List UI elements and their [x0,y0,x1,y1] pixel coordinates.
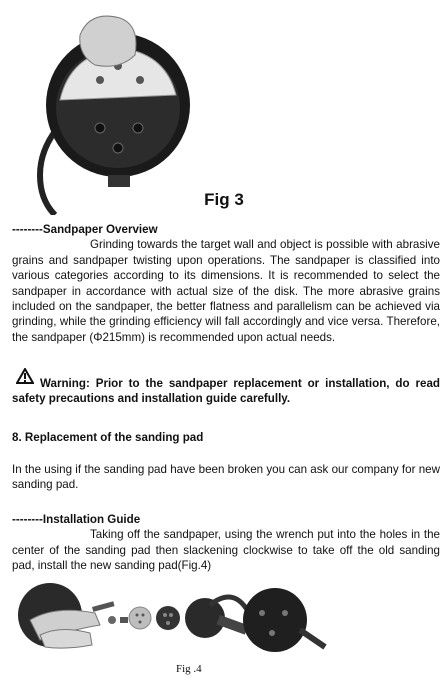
sandpaper-overview [12,222,440,345]
sandpaper-overview-body [12,237,440,345]
installation-guide-heading: --------Installation Guide [12,513,141,526]
warning-text: Warning: Prior to the sandpaper replacement or installation, do read safety precautions and installation guide carefully. [12,377,440,406]
section8-heading: 8. Replacement of the sanding pad [12,431,204,444]
sandpaper-overview-heading: --------Sandpaper Overview [12,223,158,236]
fig3-illustration [0,0,448,215]
installation-guide-text: Taking off the sandpaper, using the wrench put into the holes in the center of the sanding pad then slackening clockwise to take off the old sanding pad, install the new sanding pad(Fig.4) [12,528,440,573]
fig4-illustration [0,575,448,681]
fig3-caption: Fig 3 [204,190,244,209]
fig4-caption: Fig .4 [176,663,202,675]
installation-guide [12,512,440,574]
section8-body: In the using if the sanding pad have been broken you can ask our company for new sanding pad. [12,463,440,492]
sandpaper-overview-text: Grinding towards the target wall and object is possible with abrasive grains and sandpaper twisting upon operations. The sandpaper is classified into various categories according to its dimensions. It is recommended to select the sandpaper in accordance with actual size of the disk. The more abrasive grains included on the sandpaper, the better flatness and parallelism can be achieved via grinding, while the grinding efficiency will fall accordingly and vice versa. Therefore, the sandpaper (Φ215mm) is recommended upon actual needs. [12,238,440,344]
installation-guide-body [12,527,440,573]
